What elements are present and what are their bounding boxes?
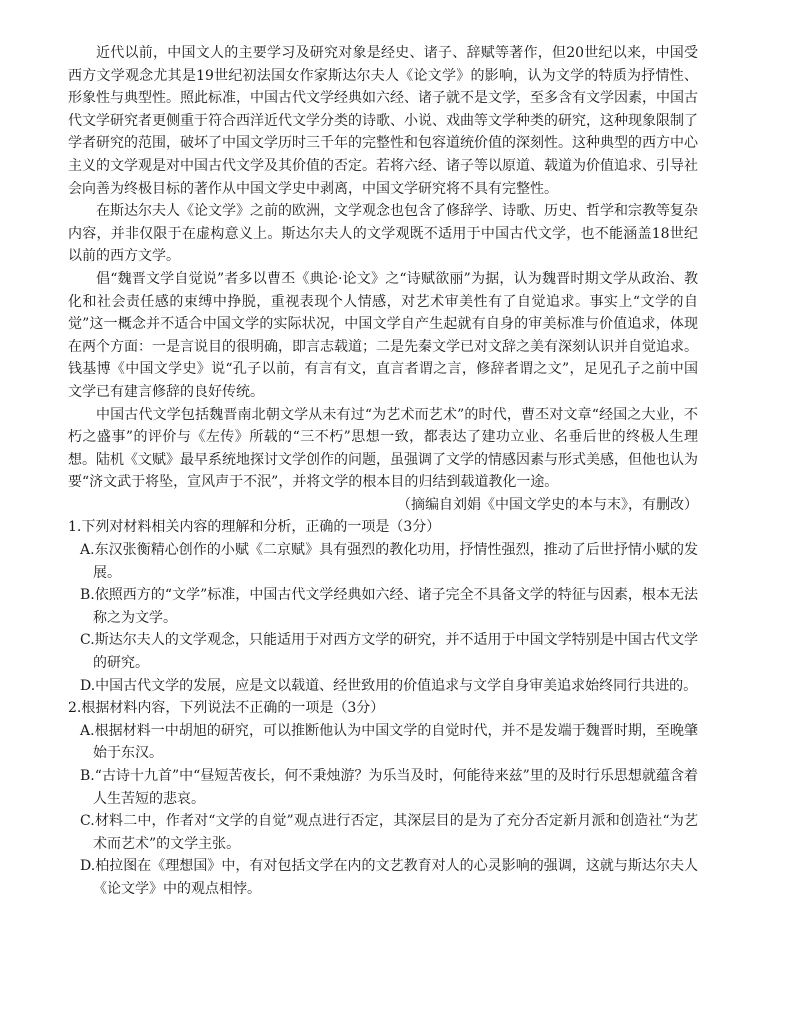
question-stem: 1.下列对材料相关内容的理解和分析，正确的一项是（3分） <box>68 519 441 536</box>
question-2 <box>68 697 698 900</box>
passage-paragraph: 近代以前，中国文人的主要学习及研究对象是经史、诸子、辞赋等著作，但20世纪以来，中国受西方文学观念尤其是19世纪初法国女作家斯达尔夫人《论文学》的影响，认为文学的特质为抒情性、形象性与典型性。照此标准，中国古代文学经典如六经、诸子就不是文学，至多含有文学因素，中国古代文学研究者更侧重于符合西洋近代文学分类的诗歌、小说、戏曲等文学种类的研究，这种现象限制了学者研究的范围，破坏了中国文学历时三千年的完整性和包容道统价值的深刻性。这种典型的西方中心主义的文学观是对中国古代文学及其价值的否定。若将六经、诸子等以原道、载道为价值追求、引导社会向善为终极目标的著作从中国文学史中剥离，中国文学研究将不具有完整性。 <box>68 45 698 197</box>
question-1 <box>68 516 698 697</box>
passage-source: （摘编自刘娟《中国文学史的本与末》，有删改） <box>397 496 698 513</box>
reading-passage <box>68 42 698 516</box>
passage-paragraph: 倡“魏晋文学自觉说”者多以曹丕《典论·论文》之“诗赋欲丽”为据，认为魏晋时期文学从政治、教化和社会责任感的束缚中挣脱，重视表现个人情感，对艺术审美性有了自觉追求。事实上“文学的自觉”这一概念并不适合中国文学的实际状况，中国文学自产生起就有自身的审美标准与价值追求，体现在两个方面：一是言说目的很明确，即言志载道；二是先秦文学已对文辞之美有深刻认识并自觉追求。钱基博《中国文学史》说“孔子以前，有言有文，直言者谓之言，修辞者谓之文”，足见孔子之前中国文学已有建言修辞的良好传统。 <box>68 270 698 400</box>
option-a: A.东汉张衡精心创作的小赋《二京赋》具有强烈的教化功用，抒情性强烈，推动了后世抒情小赋的发展。 <box>80 542 698 581</box>
option-d: D.柏拉图在《理想国》中，有对包括文学在内的文艺教育对人的心灵影响的强调，这就与斯达尔夫人《论文学》中的观点相悖。 <box>80 858 698 897</box>
option-d: D.中国古代文学的发展，应是文以载道、经世致用的价值追求与文学自身审美追求始终同行共进的。 <box>80 677 698 694</box>
option-c: C.斯达尔夫人的文学观念，只能适用于对西方文学的研究，并不适用于中国文学特别是中国古代文学的研究。 <box>80 632 698 672</box>
question-stem: 2.根据材料内容，下列说法不正确的一项是（3分） <box>68 700 385 717</box>
option-b: B.依照西方的“文学”标准，中国古代文学经典如六经、诸子完全不具备文学的特征与因素，根本无法称之为文学。 <box>80 587 698 626</box>
passage-paragraph: 在斯达尔夫人《论文学》之前的欧洲，文学观念也包含了修辞学、诗歌、历史、哲学和宗教等复杂内容，并非仅限于在虚构意义上。斯达尔夫人的文学观既不适用于中国古代文学，也不能涵盖18世纪以前的西方文学。 <box>68 203 698 265</box>
option-c: C.材料二中，作者对“文学的自觉”观点进行否定，其深层目的是为了充分否定新月派和创造社“为艺术而艺术”的文学主张。 <box>80 813 698 852</box>
passage-paragraph: 中国古代文学包括魏晋南北朝文学从未有过“为艺术而艺术”的时代，曹丕对文章“经国之大业，不朽之盛事”的评价与《左传》所载的“三不朽”思想一致，都表达了建功立业、名垂后世的终极人生理想。陆机《文赋》最早系统地探讨文学创作的问题，虽强调了文学的情感因素与形式美感，但他也认为要“济文武于将坠，宣风声于不泯”，并将文学的根本目的归结到载道教化一途。 <box>68 406 698 491</box>
option-b: B.“古诗十九首”中“昼短苦夜长，何不秉烛游？为乐当及时，何能待来兹”里的及时行乐思想就蕴含着人生苦短的悲哀。 <box>80 768 698 807</box>
option-a: A.根据材料一中胡旭的研究，可以推断他认为中国文学的自觉时代，并不是发端于魏晋时期，至晚肇始于东汉。 <box>80 722 698 762</box>
